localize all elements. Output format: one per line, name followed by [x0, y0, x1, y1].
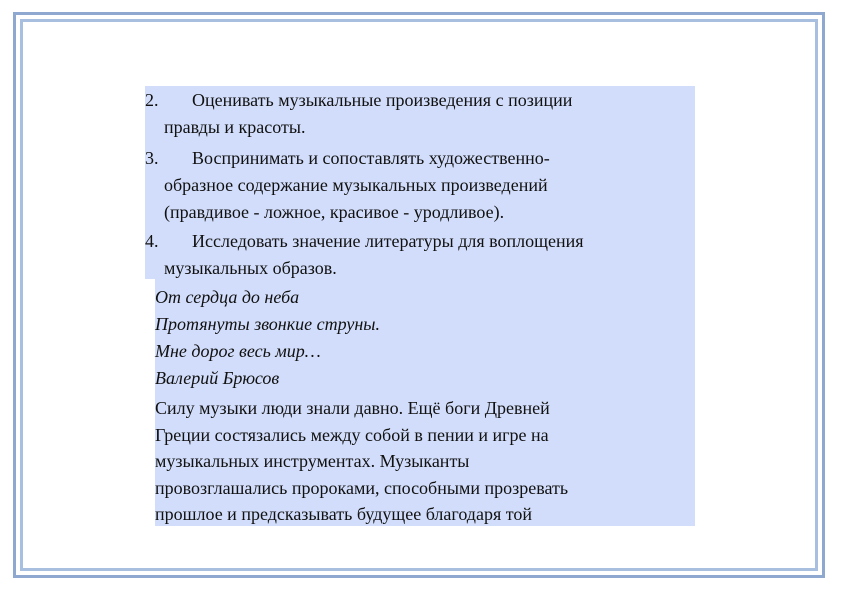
list-item-text: музыкальных образов.: [164, 258, 337, 278]
poem-line: Протянуты звонкие струны.: [155, 314, 380, 334]
list-item-number: 4.: [145, 231, 159, 251]
list-item-text: (правдивое - ложное, красивое - уродливое).: [164, 202, 505, 222]
list-item-text: Оценивать музыкальные произведения с позиции: [192, 90, 573, 110]
list-item-text: Воспринимать и сопоставлять художественно-: [192, 148, 550, 168]
list-item-text: Исследовать значение литературы для воплощения: [192, 231, 584, 251]
poem-line: Мне дорог весь мир…: [155, 341, 321, 361]
list-item-text: правды и красоты.: [164, 117, 306, 137]
text-block: [155, 279, 695, 526]
list-item-number: 3.: [145, 148, 159, 168]
poem-line: От сердца до неба: [155, 287, 300, 307]
paragraph-line: Силу музыки люди знали давно. Ещё боги Древней: [155, 398, 550, 418]
paragraph-line: прошлое и предсказывать будущее благодаря той: [155, 504, 532, 524]
list-item-text: образное содержание музыкальных произведений: [164, 175, 548, 195]
paragraph-line: музыкальных инструментах. Музыканты: [155, 451, 470, 471]
paragraph-line: провозглашались пророками, способными прозревать: [155, 478, 569, 498]
objectives-list: [145, 86, 695, 279]
list-item-number: 2.: [145, 90, 159, 110]
poem-author: Валерий Брюсов: [155, 368, 280, 388]
paragraph-line: Греции состязались между собой в пении и игре на: [155, 425, 549, 445]
